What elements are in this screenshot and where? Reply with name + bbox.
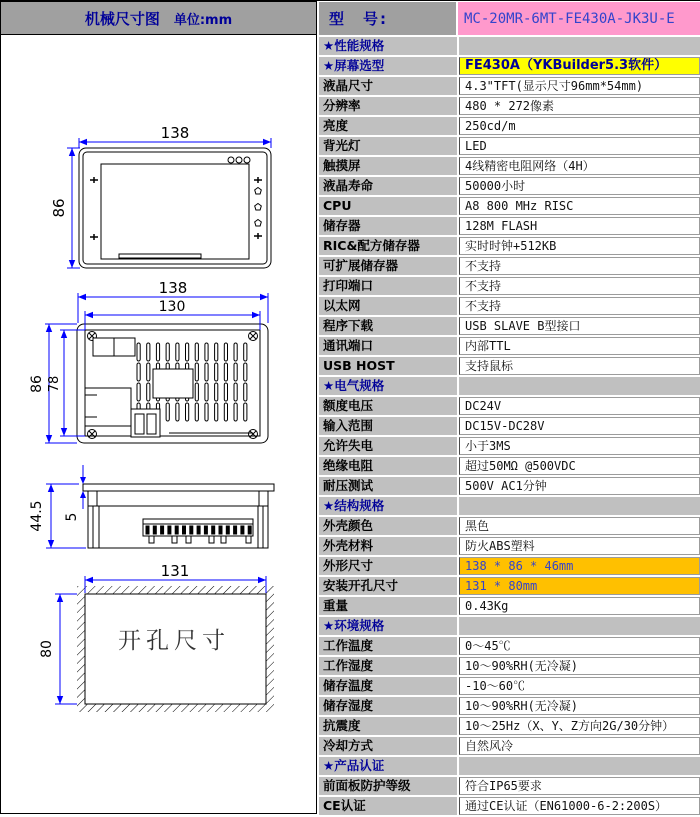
spec-row xyxy=(319,477,700,495)
spec-row xyxy=(319,577,700,595)
spec-row xyxy=(319,257,700,275)
spec-value: 实时时钟+512KB xyxy=(459,237,700,255)
spec-value: 10～90%RH(无冷凝) xyxy=(459,697,700,715)
spec-label: 重量 xyxy=(319,597,457,615)
spec-value: DC24V xyxy=(459,397,700,415)
spec-value: DC15V-DC28V xyxy=(459,417,700,435)
spec-row xyxy=(319,437,700,455)
header-row xyxy=(0,1,700,35)
spec-label: 外壳材料 xyxy=(319,537,457,555)
spec-label: 亮度 xyxy=(319,117,457,135)
side-view-drawing xyxy=(29,465,274,548)
spec-row xyxy=(319,397,700,415)
section-title: ★性能规格 xyxy=(319,37,457,55)
spec-value: FE430A（YKBuilder5.3软件） xyxy=(459,57,700,75)
spec-value: 4线精密电阻网络（4H） xyxy=(459,157,700,175)
spec-value: LED xyxy=(459,137,700,155)
spec-label: 工作温度 xyxy=(319,637,457,655)
spec-value: 10～90%RH(无冷凝) xyxy=(459,657,700,675)
spec-label: 可扩展储存器 xyxy=(319,257,457,275)
spec-label: RIC&配方储存器 xyxy=(319,237,457,255)
spec-value: 支持鼠标 xyxy=(459,357,700,375)
rear-inner-height-dim: 78 xyxy=(47,375,62,393)
spec-value: 4.3"TFT(显示尺寸96mm*54mm) xyxy=(459,77,700,95)
spec-value: 超过50MΩ @500VDC xyxy=(459,457,700,475)
spec-value xyxy=(459,617,700,635)
spec-label: 通讯端口 xyxy=(319,337,457,355)
spec-value: 黑色 xyxy=(459,517,700,535)
spec-label: 外壳颜色 xyxy=(319,517,457,535)
spec-value: 0.43Kg xyxy=(459,597,700,615)
spec-value: 131 * 80mm xyxy=(459,577,700,595)
spec-value: 480 * 272像素 xyxy=(459,97,700,115)
spec-value: -10～60℃ xyxy=(459,677,700,695)
cutout-drawing xyxy=(39,562,274,712)
spec-label: 冷却方式 xyxy=(319,737,457,755)
spec-label: 触摸屏 xyxy=(319,157,457,175)
spec-value: 500V AC1分钟 xyxy=(459,477,700,495)
section-row xyxy=(319,757,700,775)
side-depth-dim: 44.5 xyxy=(29,500,45,532)
spec-row xyxy=(319,77,700,95)
spec-row xyxy=(319,57,700,75)
section-row xyxy=(319,617,700,635)
spec-row xyxy=(319,197,700,215)
spec-label: CPU xyxy=(319,197,457,215)
spec-value: 不支持 xyxy=(459,277,700,295)
front-height-dim: 86 xyxy=(50,198,68,218)
front-view-drawing xyxy=(50,124,271,268)
rear-outer-height-dim: 86 xyxy=(29,375,45,393)
spec-label: 额度电压 xyxy=(319,397,457,415)
spec-row xyxy=(319,137,700,155)
spec-value: 138 * 86 * 46mm xyxy=(459,557,700,575)
spec-value: A8 800 MHz RISC xyxy=(459,197,700,215)
section-row xyxy=(319,497,700,515)
spec-row xyxy=(319,417,700,435)
spec-row xyxy=(319,737,700,755)
spec-row xyxy=(319,537,700,555)
spec-value: 符合IP65要求 xyxy=(459,777,700,795)
spec-label: 储存湿度 xyxy=(319,697,457,715)
spec-value xyxy=(459,757,700,775)
section-title: ★环境规格 xyxy=(319,617,457,635)
spec-label: 程序下载 xyxy=(319,317,457,335)
spec-row xyxy=(319,317,700,335)
terminal-block xyxy=(143,519,253,543)
section-row xyxy=(319,377,700,395)
spec-row xyxy=(319,97,700,115)
spec-label: 安装开孔尺寸 xyxy=(319,577,457,595)
unit-label: 单位:mm xyxy=(173,12,233,28)
spec-row xyxy=(319,237,700,255)
model-number-value: MC-20MR-6MT-FE430A-JK3U-E xyxy=(458,2,700,35)
spec-row xyxy=(319,457,700,475)
spec-label: 储存温度 xyxy=(319,677,457,695)
spec-row xyxy=(319,657,700,675)
model-number-label: 型 号: xyxy=(319,2,456,35)
spec-value: 内部TTL xyxy=(459,337,700,355)
spec-value: 小于3MS xyxy=(459,437,700,455)
spec-label: 液晶寿命 xyxy=(319,177,457,195)
spec-label: 输入范围 xyxy=(319,417,457,435)
spec-value: 50000小时 xyxy=(459,177,700,195)
spec-row xyxy=(319,597,700,615)
spec-row xyxy=(319,637,700,655)
spec-label: 背光灯 xyxy=(319,137,457,155)
spec-label: 分辨率 xyxy=(319,97,457,115)
spec-value: 防火ABS塑料 xyxy=(459,537,700,555)
rear-outer-width-dim: 138 xyxy=(158,279,188,297)
spec-value: USB SLAVE B型接口 xyxy=(459,317,700,335)
spec-label: ★屏幕选型 xyxy=(319,57,457,75)
spec-row xyxy=(319,797,700,815)
spec-value xyxy=(459,497,700,515)
cutout-height-dim: 80 xyxy=(39,640,55,658)
spec-value xyxy=(459,37,700,55)
spec-row xyxy=(319,277,700,295)
spec-label: 打印端口 xyxy=(319,277,457,295)
spec-row xyxy=(319,777,700,795)
spec-label: 液晶尺寸 xyxy=(319,77,457,95)
section-title: ★产品认证 xyxy=(319,757,457,775)
section-title: ★结构规格 xyxy=(319,497,457,515)
drawing-header-cell xyxy=(0,1,317,35)
spec-value: 10～25Hz（X、Y、Z方向2G/30分钟） xyxy=(459,717,700,735)
spec-label: 绝缘电阻 xyxy=(319,457,457,475)
spec-row xyxy=(319,177,700,195)
rear-view-drawing xyxy=(29,279,268,443)
front-width-dim: 138 xyxy=(160,124,190,142)
spec-table xyxy=(319,37,700,817)
spec-row xyxy=(319,217,700,235)
spec-label: 耐压测试 xyxy=(319,477,457,495)
spec-row xyxy=(319,697,700,715)
spec-label: 前面板防护等级 xyxy=(319,777,457,795)
spec-label: USB HOST xyxy=(319,357,457,375)
dimension-drawings xyxy=(1,35,316,812)
spec-row xyxy=(319,357,700,375)
spec-row xyxy=(319,297,700,315)
section-title: ★电气规格 xyxy=(319,377,457,395)
spec-label: 允许失电 xyxy=(319,437,457,455)
spec-row xyxy=(319,117,700,135)
spec-value: 不支持 xyxy=(459,257,700,275)
spec-row xyxy=(319,337,700,355)
spec-value: 128M FLASH xyxy=(459,217,700,235)
side-bezel-dim: 5 xyxy=(64,512,80,522)
spec-value: 通过CE认证（EN61000-6-2:200S） xyxy=(459,797,700,815)
spec-label: 以太网 xyxy=(319,297,457,315)
spec-label: 储存器 xyxy=(319,217,457,235)
spec-label: CE认证 xyxy=(319,797,457,815)
spec-row xyxy=(319,157,700,175)
spec-value: 0～45℃ xyxy=(459,637,700,655)
spec-value xyxy=(459,377,700,395)
mechanical-drawings-panel xyxy=(0,35,317,814)
cutout-width-dim: 131 xyxy=(160,562,190,580)
spec-row xyxy=(319,517,700,535)
section-row xyxy=(319,37,700,55)
page-title: 机械尺寸图 xyxy=(84,9,160,28)
spec-value: 250cd/m xyxy=(459,117,700,135)
spec-row xyxy=(319,557,700,575)
spec-label: 外形尺寸 xyxy=(319,557,457,575)
spec-value: 不支持 xyxy=(459,297,700,315)
rear-inner-width-dim: 130 xyxy=(158,299,186,315)
spec-value: 自然风冷 xyxy=(459,737,700,755)
spec-row xyxy=(319,677,700,695)
cutout-label: 开孔尺寸 xyxy=(118,628,230,654)
spec-row xyxy=(319,717,700,735)
spec-label: 工作湿度 xyxy=(319,657,457,675)
spec-label: 抗震度 xyxy=(319,717,457,735)
